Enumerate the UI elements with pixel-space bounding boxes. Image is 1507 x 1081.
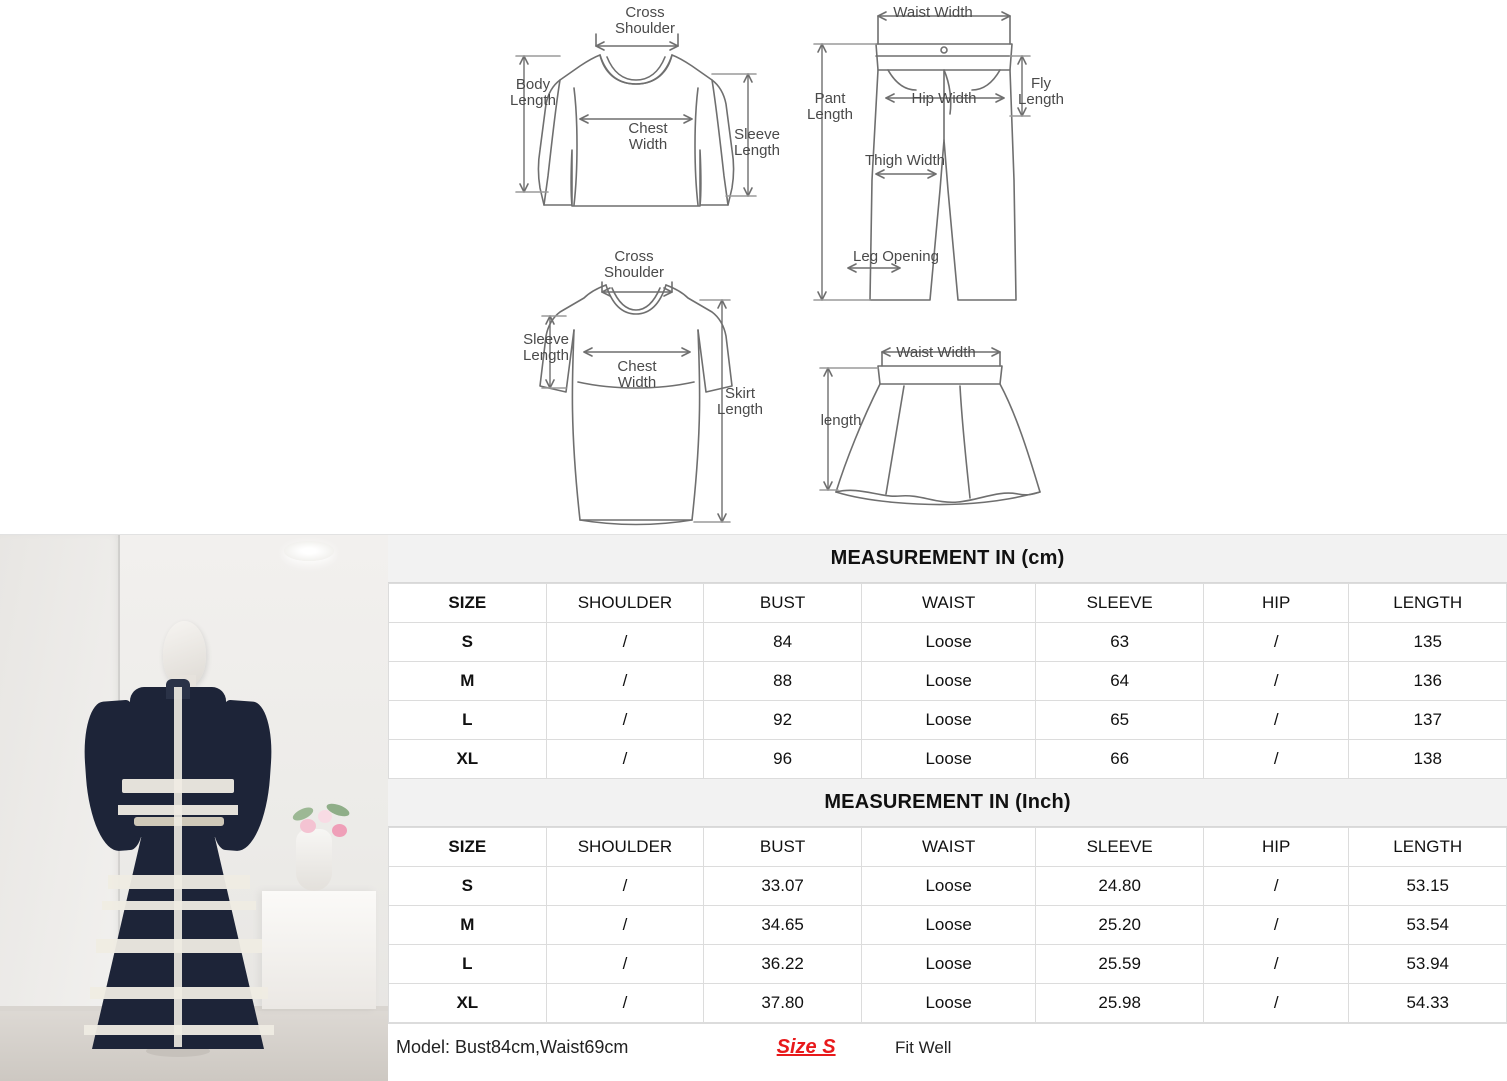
cell-hip: / <box>1204 701 1349 740</box>
cell-bust: 96 <box>704 740 862 779</box>
cell-hip: / <box>1204 984 1349 1023</box>
col-header-size: SIZE <box>389 828 547 867</box>
table-row <box>389 867 1507 906</box>
table-header-row <box>389 828 1507 867</box>
cell-hip: / <box>1204 906 1349 945</box>
label-fly-length: Fly <box>1031 75 1051 92</box>
col-header-bust: BUST <box>704 584 862 623</box>
dress-skirt-stripe <box>96 939 262 953</box>
cell-size: L <box>389 945 547 984</box>
col-header-bust: BUST <box>704 828 862 867</box>
table-row <box>389 662 1507 701</box>
cell-length: 137 <box>1349 701 1507 740</box>
cell-waist: Loose <box>861 984 1035 1023</box>
label-chest-width-tee: Chest <box>628 120 668 137</box>
cell-length: 54.33 <box>1349 984 1507 1023</box>
label-waist-width-pants: Waist Width <box>893 4 973 21</box>
cell-shoulder: / <box>546 701 704 740</box>
cell-hip: / <box>1204 945 1349 984</box>
cell-bust: 33.07 <box>704 867 862 906</box>
label-sleeve-length-tee-2: Length <box>734 142 780 159</box>
cell-size: XL <box>389 740 547 779</box>
col-header-length: LENGTH <box>1349 828 1507 867</box>
inch-measurement-table <box>388 827 1507 1023</box>
cell-bust: 88 <box>704 662 862 701</box>
label-sleeve-length-dress: Sleeve <box>523 331 569 348</box>
cell-length: 136 <box>1349 662 1507 701</box>
cell-waist: Loose <box>861 701 1035 740</box>
cell-bust: 37.80 <box>704 984 862 1023</box>
cell-sleeve: 25.20 <box>1036 906 1204 945</box>
photo-pedestal <box>262 891 376 1009</box>
measurement-tables <box>388 535 1507 1081</box>
flower-petal <box>332 824 347 837</box>
col-header-hip: HIP <box>1204 584 1349 623</box>
cell-hip: / <box>1204 867 1349 906</box>
cell-length: 53.94 <box>1349 945 1507 984</box>
col-header-shoulder: SHOULDER <box>546 584 704 623</box>
cell-waist: Loose <box>861 662 1035 701</box>
cell-hip: / <box>1204 740 1349 779</box>
label-cross-shoulder-dress-2: Shoulder <box>603 264 665 281</box>
cell-size: S <box>389 867 547 906</box>
cell-sleeve: 25.98 <box>1036 984 1204 1023</box>
table-header-row <box>389 584 1507 623</box>
cell-bust: 34.65 <box>704 906 862 945</box>
cell-shoulder: / <box>546 623 704 662</box>
cell-sleeve: 24.80 <box>1036 867 1204 906</box>
model-info-row <box>388 1023 1507 1071</box>
cell-shoulder: / <box>546 740 704 779</box>
label-cross-shoulder-tee: Cross <box>625 4 665 21</box>
col-header-hip: HIP <box>1204 828 1349 867</box>
cell-length: 135 <box>1349 623 1507 662</box>
cell-hip: / <box>1204 623 1349 662</box>
cell-waist: Loose <box>861 623 1035 662</box>
cell-length: 138 <box>1349 740 1507 779</box>
cell-size: M <box>389 906 547 945</box>
model-measurements: Model: Bust84cm,Waist69cm <box>396 1037 629 1057</box>
flower-petal <box>300 819 316 833</box>
model-fit-note: Fit Well <box>895 1037 952 1057</box>
label-thigh-width: Thigh Width <box>864 152 946 169</box>
label-body-length: Body <box>515 76 551 93</box>
col-header-shoulder: SHOULDER <box>546 828 704 867</box>
cell-size: M <box>389 662 547 701</box>
cell-length: 53.15 <box>1349 867 1507 906</box>
ceiling-light <box>284 541 334 561</box>
dress-skirt-stripe <box>90 987 268 999</box>
cell-sleeve: 64 <box>1036 662 1204 701</box>
col-header-waist: WAIST <box>861 584 1035 623</box>
table-row <box>389 623 1507 662</box>
label-chest-width-tee-2: Width <box>628 136 668 153</box>
cm-table-title: MEASUREMENT IN (cm) <box>388 535 1507 583</box>
cell-bust: 84 <box>704 623 862 662</box>
cell-waist: Loose <box>861 867 1035 906</box>
label-pant-length: Pant <box>814 90 846 107</box>
label-skirt-length-2: Length <box>717 401 763 418</box>
cell-waist: Loose <box>861 945 1035 984</box>
cell-size: L <box>389 701 547 740</box>
cell-bust: 36.22 <box>704 945 862 984</box>
measurement-diagrams <box>0 0 1507 535</box>
dress-garment <box>78 687 278 1047</box>
label-skirt-length-left: length <box>820 412 862 429</box>
bottom-section <box>0 535 1507 1081</box>
label-fly-length-2: Length <box>1018 91 1064 108</box>
model-size-badge: Size S <box>776 1036 836 1058</box>
col-header-size: SIZE <box>389 584 547 623</box>
label-chest-width-dress: Chest <box>617 358 657 375</box>
cell-waist: Loose <box>861 906 1035 945</box>
dress-skirt-stripe <box>102 901 256 910</box>
cell-waist: Loose <box>861 740 1035 779</box>
cell-shoulder: / <box>546 662 704 701</box>
label-sleeve-length-tee: Sleeve <box>734 126 780 143</box>
label-pant-length-2: Length <box>807 106 853 123</box>
table-row <box>389 906 1507 945</box>
table-row <box>389 945 1507 984</box>
col-header-sleeve: SLEEVE <box>1036 828 1204 867</box>
table-row <box>389 984 1507 1023</box>
cell-bust: 92 <box>704 701 862 740</box>
diagram-svg <box>0 0 1507 534</box>
cell-length: 53.54 <box>1349 906 1507 945</box>
col-header-sleeve: SLEEVE <box>1036 584 1204 623</box>
cm-measurement-table <box>388 583 1507 779</box>
label-cross-shoulder-dress: Cross <box>614 248 654 265</box>
cell-hip: / <box>1204 662 1349 701</box>
label-skirt-length: Skirt <box>725 385 755 402</box>
photo-vase <box>296 829 332 891</box>
cell-shoulder: / <box>546 984 704 1023</box>
table-row <box>389 740 1507 779</box>
label-waist-width-skirt: Waist Width <box>896 344 976 361</box>
label-chest-width-dress-2: Width <box>617 374 657 391</box>
cell-sleeve: 66 <box>1036 740 1204 779</box>
cell-shoulder: / <box>546 945 704 984</box>
table-row <box>389 701 1507 740</box>
cell-shoulder: / <box>546 906 704 945</box>
cell-size: XL <box>389 984 547 1023</box>
col-header-length: LENGTH <box>1349 584 1507 623</box>
label-body-length-2: Length <box>510 92 556 109</box>
cell-size: S <box>389 623 547 662</box>
product-photo <box>0 535 388 1081</box>
label-cross-shoulder-tee-2: Shoulder <box>614 20 676 37</box>
dress-skirt-stripe <box>84 1025 274 1035</box>
label-leg-opening: Leg Opening <box>853 248 939 265</box>
cell-sleeve: 25.59 <box>1036 945 1204 984</box>
label-sleeve-length-dress-2: Length <box>523 347 569 364</box>
col-header-waist: WAIST <box>861 828 1035 867</box>
cell-sleeve: 63 <box>1036 623 1204 662</box>
cell-shoulder: / <box>546 867 704 906</box>
label-hip-width: Hip Width <box>911 90 977 107</box>
dress-skirt-stripe <box>108 875 250 889</box>
cell-sleeve: 65 <box>1036 701 1204 740</box>
inch-table-title: MEASUREMENT IN (Inch) <box>388 779 1507 827</box>
